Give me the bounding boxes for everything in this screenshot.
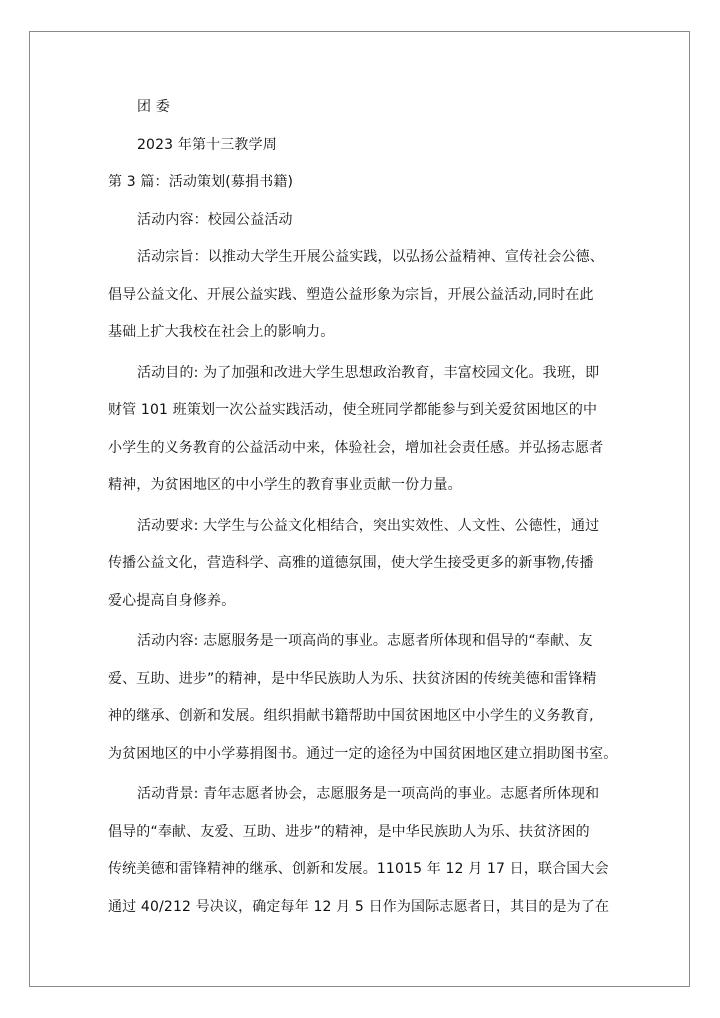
text-line: 基础上扩大我校在社会上的影响力。 — [108, 324, 335, 340]
text-line: 活动内容: 志愿服务是一项高尚的事业。志愿者所体现和倡导的“奉献、友 — [137, 633, 593, 649]
text-line: 神的继承、创新和发展。组织捐献书籍帮助中国贫困地区中小学生的义务教育, — [108, 708, 594, 724]
text-line: 小学生的义务教育的公益活动中来，体验社会，增加社会责任感。并弘扬志愿者 — [108, 439, 604, 456]
paragraph-requirements — [108, 508, 628, 621]
document-title: 第 3 篇：活动策划(募捐书籍) — [108, 174, 294, 190]
text-line: 精神，为贫困地区的中小学生的教育事业贡献一份力量。 — [108, 477, 462, 493]
header-week: 2023 年第十三教学周 — [137, 136, 277, 153]
paragraph-content — [108, 623, 628, 773]
text-line: 倡导公益文化、开展公益实践、塑造公益形象为宗旨，开展公益活动,同时在此 — [108, 286, 594, 303]
text-line: 爱心提高自身修养。 — [108, 592, 236, 609]
text-line: 财管 101 班策划一次公益实践活动，使全班同学都能参与到关爱贫困地区的中 — [108, 402, 598, 418]
text-line: 为贫困地区的中小学募捐图书。通过一定的途径为中国贫困地区建立捐助图书室。 — [108, 745, 618, 762]
paragraph-goal — [108, 355, 628, 505]
content-label: 活动内容：校园公益活动 — [137, 211, 293, 228]
header-org: 团 委 — [137, 99, 170, 115]
paragraph-background — [108, 776, 628, 926]
text-line: 活动要求: 大学生与公益文化相结合，突出实效性、人文性、公德性，通过 — [137, 517, 600, 534]
text-line: 倡导的“奉献、友爱、互助、进步”的精神，是中华民族助人为乐、扶贫济困的 — [108, 823, 590, 840]
paragraph-purpose — [108, 239, 628, 352]
text-line: 爱、互助、进步”的精神，是中华民族助人为乐、扶贫济困的传统美德和雷锋精 — [108, 670, 597, 687]
text-line: 活动目的: 为了加强和改进大学生思想政治教育，丰富校园文化。我班，即 — [137, 364, 600, 381]
text-line: 通过 40/212 号决议，确定每年 12 月 5 日作为国际志愿者日，其目的是为了在 — [108, 898, 610, 915]
text-line: 传统美德和雷锋精神的继承、创新和发展。11015 年 12 月 17 日，联合国大会 — [108, 861, 609, 877]
document-body — [108, 89, 628, 926]
text-line: 传播公益文化，营造科学、高雅的道德氛围，使大学生接受更多的新事物,传播 — [108, 555, 594, 571]
text-line: 活动背景: 青年志愿者协会，志愿服务是一项高尚的事业。志愿者所体现和 — [137, 786, 600, 802]
text-line: 活动宗旨：以推动大学生开展公益实践，以弘扬公益精神、宣传社会公德、 — [137, 249, 604, 265]
